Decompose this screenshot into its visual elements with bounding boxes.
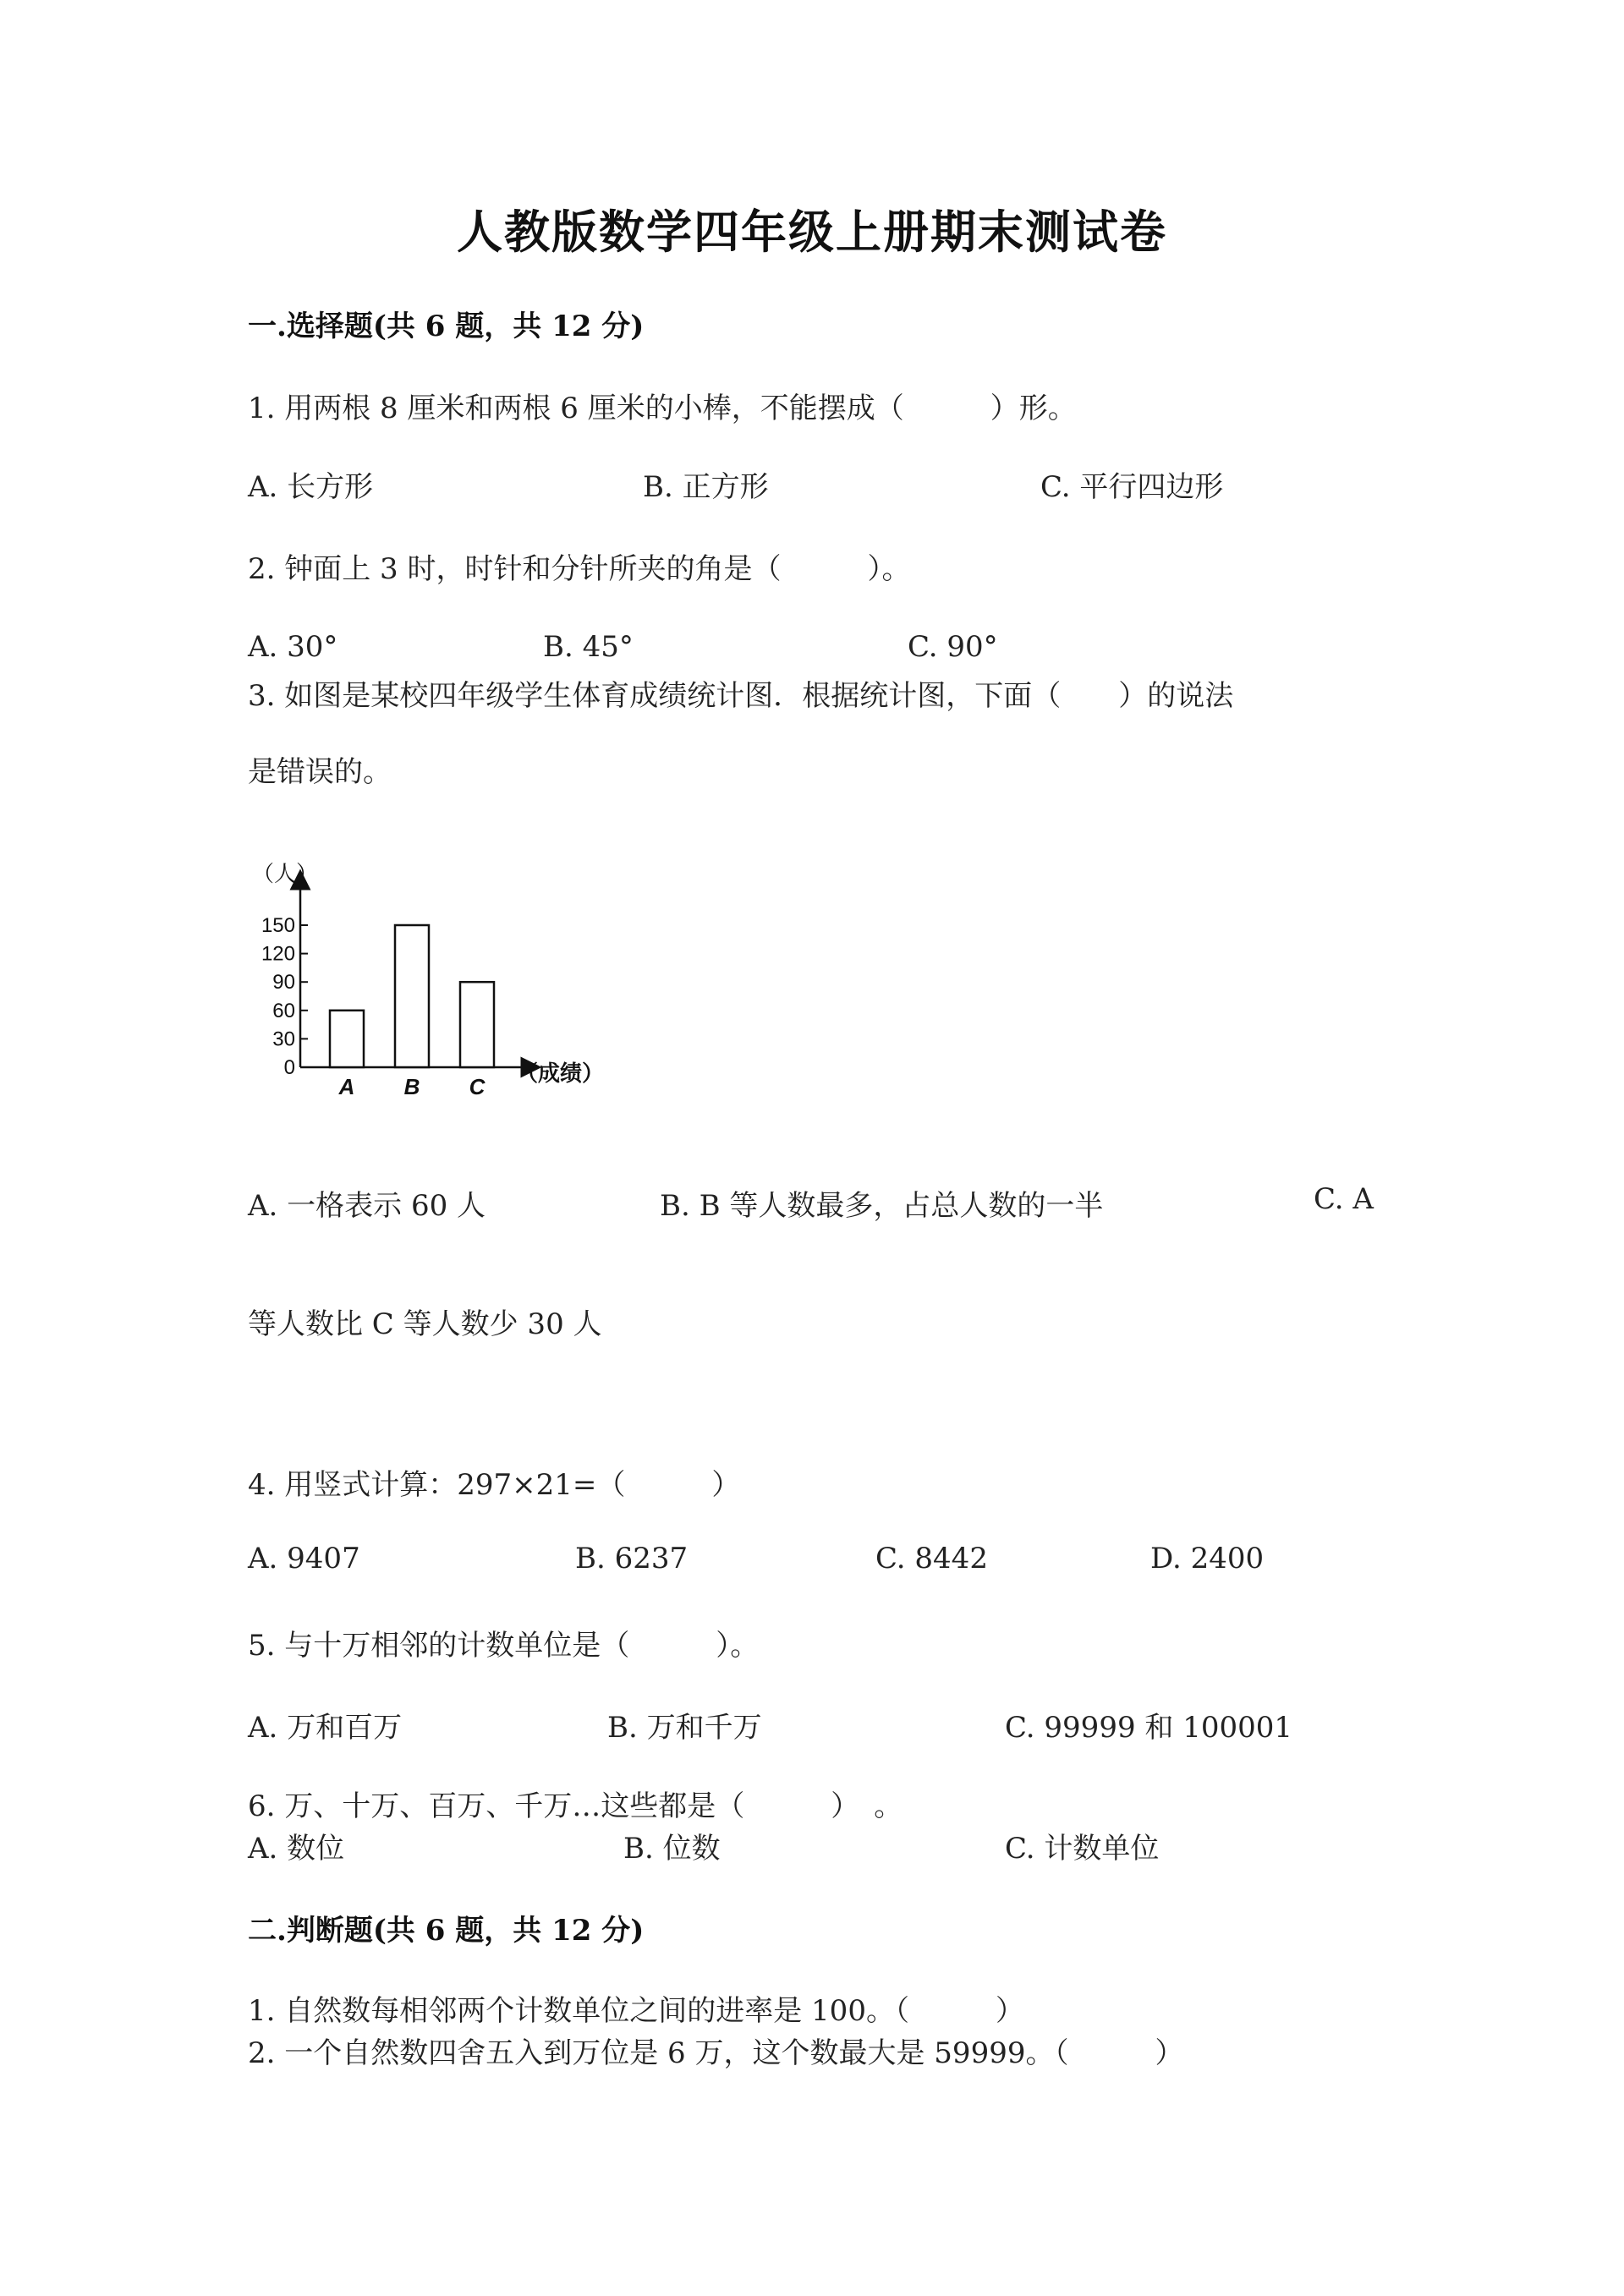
question-2-text: 2. 钟面上 3 时，时针和分针所夹的角是（ ）。 (248, 552, 911, 586)
chart-bar-c (460, 982, 494, 1067)
chart-x-label: （成绩） (516, 1060, 605, 1086)
chart-y-tick-label: 150 (261, 914, 295, 937)
chart-category-label: A (338, 1074, 355, 1099)
question-6-text: 6. 万、十万、百万、千万…这些都是（ ） 。 (248, 1789, 903, 1823)
q5-option-c: C. 99999 和 100001 (1005, 1711, 1292, 1745)
q1-option-a: A. 长方形 (248, 470, 374, 504)
q2-option-a: A. 30° (248, 630, 338, 664)
q6-option-a: A. 数位 (248, 1832, 345, 1866)
q3-option-a: A. 一格表示 60 人 (248, 1189, 486, 1223)
chart-y-tick-label: 90 (272, 971, 295, 995)
question-4-text: 4. 用竖式计算：297×21=（ ） (248, 1468, 741, 1502)
chart-y-tick-label: 60 (272, 999, 295, 1022)
q4-option-c: C. 8442 (875, 1542, 988, 1575)
q2-option-c: C. 90° (908, 630, 998, 664)
chart-category-label: C (469, 1074, 486, 1099)
q3-option-c-part2: 等人数比 C 等人数少 30 人 (248, 1307, 602, 1341)
question-3-text-line1: 3. 如图是某校四年级学生体育成绩统计图．根据统计图，下面（ ）的说法 (248, 679, 1234, 713)
chart-y-tick-label: 30 (272, 1027, 295, 1051)
section-heading-judgement: 二.判断题(共 6 题，共 12 分) (248, 1914, 645, 1948)
chart-y-tick-label: 0 (283, 1056, 295, 1079)
q5-option-a: A. 万和百万 (248, 1711, 403, 1745)
q3-option-b: B. B 等人数最多，占总人数的一半 (660, 1189, 1104, 1223)
page-title: 人教版数学四年级上册期末测试卷 (457, 205, 1167, 259)
section-heading-choice: 一.选择题(共 6 题，共 12 分) (248, 310, 645, 343)
question-1-text: 1. 用两根 8 厘米和两根 6 厘米的小棒，不能摆成（ ）形。 (248, 392, 1077, 425)
q6-option-c: C. 计数单位 (1005, 1832, 1160, 1866)
chart-bar-a (330, 1011, 364, 1067)
q5-option-b: B. 万和千万 (607, 1711, 762, 1745)
judgement-question-1: 1. 自然数每相邻两个计数单位之间的进率是 100。（ ） (248, 1994, 1024, 2028)
q1-option-c: C. 平行四边形 (1040, 470, 1224, 504)
q4-option-b: B. 6237 (575, 1542, 689, 1575)
q6-option-b: B. 位数 (623, 1832, 721, 1866)
q2-option-b: B. 45° (543, 630, 634, 664)
chart-category-label: B (403, 1074, 420, 1099)
q4-option-d: D. 2400 (1150, 1542, 1265, 1575)
q3-option-c-part1: C. A (1314, 1182, 1374, 1216)
chart-y-tick-label: 120 (261, 942, 295, 966)
chart-bar-b (395, 925, 429, 1067)
q4-option-a: A. 9407 (248, 1542, 360, 1575)
bar-chart (228, 854, 634, 1116)
chart-y-label: （人） (252, 861, 319, 886)
q1-option-b: B. 正方形 (643, 470, 769, 504)
question-3-text-line2: 是错误的。 (248, 755, 392, 789)
judgement-question-2: 2. 一个自然数四舍五入到万位是 6 万，这个数最大是 59999。（ ） (248, 2036, 1184, 2070)
question-5-text: 5. 与十万相邻的计数单位是（ ）。 (248, 1629, 760, 1663)
